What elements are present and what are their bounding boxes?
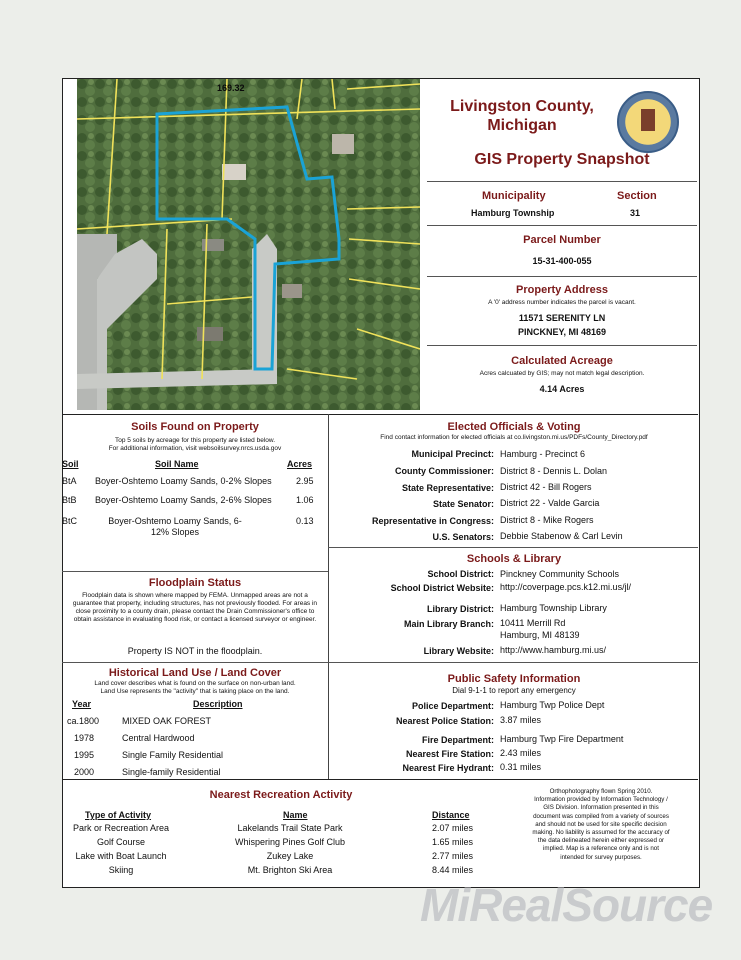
land-use-desc: Central Hardwood	[122, 733, 195, 743]
address-line1: 11571 SERENITY LN	[518, 313, 606, 323]
floodplain-note: Floodplain data is shown where mapped by FEMA. Unmapped areas are not a guarantee that property, including structures, has not previously flooded. For areas in close proximity to a county drain, please contact the Drain Commissioner's office to obtain assistance in evaluating flood risk, or contact a licensed surveyor or engineer.	[72, 592, 318, 623]
library-district-value: Hamburg Township Library	[500, 603, 607, 613]
official-label: U.S. Senators:	[432, 532, 494, 542]
recreation-header-name: Name	[283, 810, 308, 820]
land-use-title: Historical Land Use / Land Cover	[108, 667, 282, 679]
recreation-distance: 8.44 miles	[432, 865, 474, 875]
official-value: Hamburg - Precinct 6	[500, 449, 586, 459]
library-branch-line2: Hamburg, MI 48139	[500, 630, 580, 640]
soil-code: BtC	[62, 516, 78, 526]
fire-station-label: Nearest Fire Station:	[405, 749, 494, 759]
soils-header-name: Soil Name	[155, 459, 199, 469]
parcel-info-panel	[427, 79, 697, 410]
fire-dept-label: Fire Department:	[421, 735, 494, 745]
fire-hydrant-value: 0.31 miles	[500, 762, 542, 772]
recreation-distance: 2.07 miles	[432, 823, 474, 833]
section-value: 31	[630, 208, 641, 218]
disclaimer-text: Orthophotography flown Spring 2010. Information provided by Information Technology / GIS Division. Information presented in this document was compiled from a variety of sources and should not be used for site specific decision making. No liability is assumed for the accuracy of the data delineated herein either expressed or implied. Map is a reference only and is not intended for survey purposes.	[532, 788, 670, 861]
county-seal-icon	[617, 91, 679, 153]
soil-name: Boyer-Oshtemo Loamy Sands, 2-6% Slopes	[95, 495, 272, 505]
recreation-header-type: Type of Activity	[85, 810, 152, 820]
officials-title: Elected Officials & Voting	[447, 421, 581, 433]
library-branch-line1: 10411 Merrill Rd	[500, 618, 566, 628]
floodplain-title: Floodplain Status	[148, 577, 242, 589]
school-website-link[interactable]: http://coverpage.pcs.k12.mi.us/jl/	[500, 582, 632, 592]
recreation-name: Lakelands Trail State Park	[237, 823, 343, 833]
police-dept-label: Police Department:	[411, 701, 494, 711]
address-note: A '0' address number indicates the parcel is vacant.	[488, 299, 636, 306]
floodplain-status: Property IS NOT in the floodplain.	[127, 646, 263, 656]
recreation-type: Skiing	[108, 865, 134, 875]
acreage-value: 4.14 Acres	[539, 384, 585, 394]
recreation-type: Lake with Boat Launch	[75, 851, 167, 861]
soils-note-1: Top 5 soils by acreage for this property are listed below.	[114, 437, 276, 444]
municipality-label: Municipality	[482, 190, 546, 202]
official-value: District 22 - Valde Garcia	[500, 498, 600, 508]
official-value: District 42 - Bill Rogers	[500, 482, 592, 492]
watermark-logo: MiRealSource	[420, 879, 713, 931]
officials-note: Find contact information for elected officials at co.livingston.mi.us/PDFs/County_Directory.pdf	[380, 434, 648, 441]
land-use-desc: MIXED OAK FOREST	[122, 716, 212, 726]
address-label: Property Address	[516, 284, 608, 296]
safety-note: Dial 9-1-1 to report any emergency	[452, 686, 576, 695]
soils-note-2: For additional information, visit websoilsurvey.nrcs.usda.gov	[108, 445, 282, 452]
map-label: 169.32	[217, 83, 245, 93]
land-use-year: 1995	[74, 750, 95, 760]
school-district-value: Pinckney Community Schools	[500, 569, 620, 579]
soils-title: Soils Found on Property	[131, 421, 259, 433]
recreation-type: Golf Course	[96, 837, 146, 847]
snapshot-title: GIS Property Snapshot	[474, 151, 650, 168]
soil-acres: 2.95	[296, 476, 314, 486]
library-website-label: Library Website:	[423, 646, 494, 656]
municipality-value: Hamburg Township	[471, 208, 555, 218]
school-district-label: School District:	[427, 569, 494, 579]
police-station-value: 3.87 miles	[500, 715, 542, 725]
land-use-desc: Single Family Residential	[122, 750, 224, 760]
land-use-header-year: Year	[72, 699, 92, 709]
fire-station-value: 2.43 miles	[500, 748, 542, 758]
parcel-value: 15-31-400-055	[532, 256, 592, 266]
official-value: District 8 - Dennis L. Dolan	[500, 466, 608, 476]
recreation-title: Nearest Recreation Activity	[209, 789, 353, 801]
land-use-note: Land cover describes what is found on the surface on non-urban land. Land Use represents the "activity" that is taking place on the land.	[94, 680, 296, 695]
soil-acres: 0.13	[296, 516, 314, 526]
recreation-name: Mt. Brighton Ski Area	[247, 865, 333, 875]
schools-title: Schools & Library	[466, 553, 562, 565]
parcel-label: Parcel Number	[523, 234, 601, 246]
official-label: Representative in Congress:	[371, 516, 494, 526]
official-value: District 8 - Mike Rogers	[500, 515, 594, 525]
land-use-year: 2000	[74, 767, 95, 777]
police-dept-value: Hamburg Twp Police Dept	[500, 700, 605, 710]
soil-name: Boyer-Oshtemo Loamy Sands, 0-2% Slopes	[95, 476, 272, 486]
soil-code: BtB	[62, 495, 77, 505]
land-use-year: 1978	[74, 733, 95, 743]
county-title: Livingston County, Michigan	[450, 98, 594, 134]
land-use-header-desc: Description	[193, 699, 243, 709]
safety-title: Public Safety Information	[447, 673, 581, 685]
fire-hydrant-label: Nearest Fire Hydrant:	[402, 763, 494, 773]
recreation-name: Whispering Pines Golf Club	[234, 837, 346, 847]
acreage-note: Acres calcuated by GIS; may not match legal description.	[479, 370, 645, 377]
official-label: Municipal Precinct:	[411, 449, 494, 459]
official-label: State Representative:	[401, 483, 494, 493]
soil-code: BtA	[62, 476, 77, 486]
recreation-name: Zukey Lake	[266, 851, 314, 861]
library-website-link[interactable]: http://www.hamburg.mi.us/	[500, 645, 607, 655]
soils-header-code: Soil	[62, 459, 79, 469]
official-label: County Commissioner:	[394, 466, 494, 476]
police-station-label: Nearest Police Station:	[395, 716, 494, 726]
library-district-label: Library District:	[426, 604, 494, 614]
address-line2: PINCKNEY, MI 48169	[517, 327, 607, 337]
school-website-label: School District Website:	[390, 583, 494, 593]
soil-name: Boyer-Oshtemo Loamy Sands, 6-12% Slopes	[108, 516, 242, 537]
soils-header-acres: Acres	[287, 459, 313, 469]
official-label: State Senator:	[432, 499, 494, 509]
parcel-aerial-map	[77, 79, 420, 410]
recreation-distance: 2.77 miles	[432, 851, 474, 861]
soil-acres: 1.06	[296, 495, 314, 505]
recreation-type: Park or Recreation Area	[72, 823, 170, 833]
library-branch-label: Main Library Branch:	[403, 619, 494, 629]
recreation-distance: 1.65 miles	[432, 837, 474, 847]
land-use-desc: Single-family Residential	[122, 767, 221, 777]
fire-dept-value: Hamburg Twp Fire Department	[500, 734, 624, 744]
land-use-year: ca.1800	[67, 716, 100, 726]
recreation-header-distance: Distance	[432, 810, 470, 820]
official-value: Debbie Stabenow & Carl Levin	[500, 531, 623, 541]
acreage-label: Calculated Acreage	[511, 355, 613, 367]
section-label: Section	[617, 190, 657, 202]
